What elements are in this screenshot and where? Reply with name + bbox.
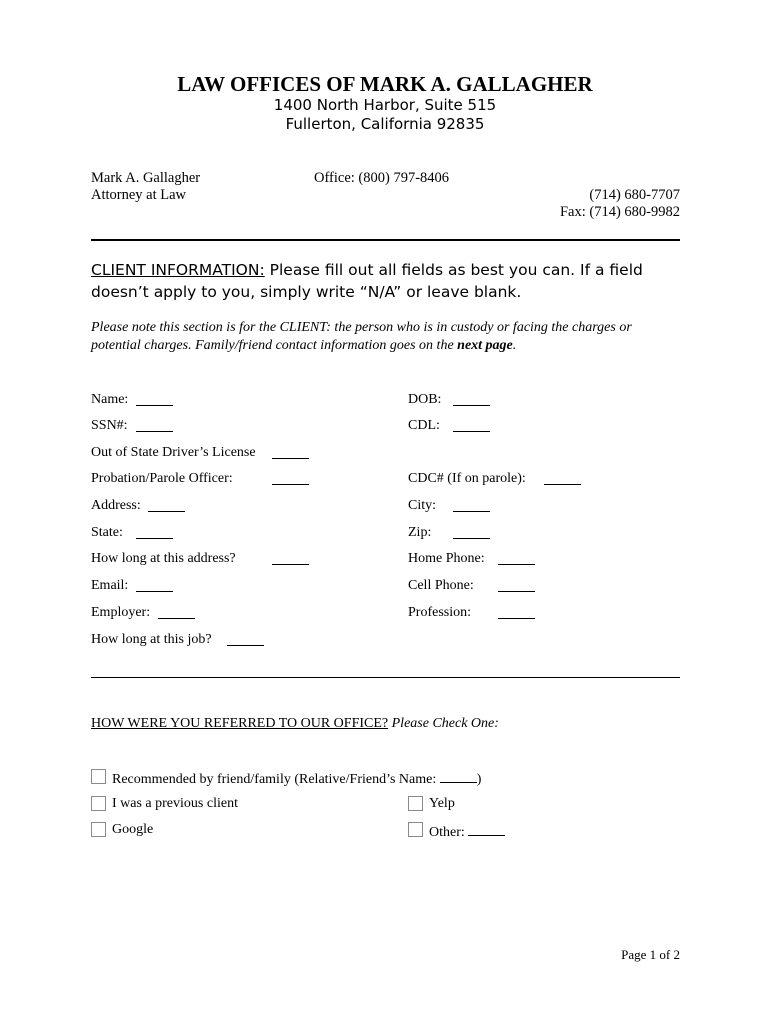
client-info-heading: CLIENT INFORMATION: xyxy=(91,261,265,279)
email-blank[interactable] xyxy=(136,578,173,592)
how-long-job-blank[interactable] xyxy=(227,632,264,646)
attorney-name: Mark A. Gallagher xyxy=(91,170,201,186)
how-long-address-label: How long at this address? xyxy=(91,551,236,566)
name-label: Name: xyxy=(91,392,129,407)
address-blank[interactable] xyxy=(148,498,185,512)
referral-instruction: Please Check One: xyxy=(388,716,499,731)
client-note-line2 xyxy=(91,338,516,354)
referral-other-blank[interactable] xyxy=(468,822,505,836)
referral-google-label: Google xyxy=(112,822,154,837)
home-phone-label: Home Phone: xyxy=(408,551,485,566)
employer-blank[interactable] xyxy=(158,605,195,619)
cdc-blank[interactable] xyxy=(544,471,581,485)
profession-blank[interactable] xyxy=(498,605,535,619)
address-line-1: 1400 North Harbor, Suite 515 xyxy=(273,96,497,114)
ssn-blank[interactable] xyxy=(136,418,173,432)
referral-yelp-checkbox[interactable] xyxy=(408,796,423,811)
referral-friend-label: Recommended by friend/family (Relative/Friend’s Name: xyxy=(112,772,440,787)
section-divider xyxy=(91,677,680,678)
probation-officer-label: Probation/Parole Officer: xyxy=(91,471,233,486)
fax-number: Fax: (714) 680-9982 xyxy=(559,204,680,220)
employer-label: Employer: xyxy=(91,605,151,620)
client-note-emphasis: next page xyxy=(457,338,513,353)
referral-other-checkbox[interactable] xyxy=(408,822,423,837)
attorney-title: Attorney at Law xyxy=(91,187,187,203)
client-info-intro-line2: doesn’t apply to you, simply write “N/A” or leave blank. xyxy=(91,283,522,301)
referral-other-label: Other: xyxy=(429,825,469,840)
city-label: City: xyxy=(408,498,437,513)
header-divider xyxy=(91,239,680,241)
referral-friend-checkbox[interactable] xyxy=(91,769,106,784)
state-blank[interactable] xyxy=(136,525,173,539)
referral-previous-checkbox[interactable] xyxy=(91,796,106,811)
home-phone-blank[interactable] xyxy=(498,551,535,565)
probation-officer-blank[interactable] xyxy=(272,471,309,485)
address-label: Address: xyxy=(91,498,141,513)
email-label: Email: xyxy=(91,578,129,593)
phone-secondary: (714) 680-7707 xyxy=(589,187,680,203)
office-phone: Office: (800) 797-8406 xyxy=(314,170,450,186)
page-number: Page 1 of 2 xyxy=(621,947,680,962)
cell-phone-blank[interactable] xyxy=(498,578,535,592)
referral-yelp-label: Yelp xyxy=(429,796,455,811)
client-info-intro-line1: Please fill out all fields as best you can. If a field xyxy=(264,261,643,279)
referral-other-option xyxy=(429,822,505,841)
cell-phone-label: Cell Phone: xyxy=(408,578,474,593)
client-info-intro xyxy=(91,261,643,279)
zip-label: Zip: xyxy=(408,525,432,540)
how-long-address-blank[interactable] xyxy=(272,551,309,565)
cdl-label: CDL: xyxy=(408,418,440,433)
client-note-period: . xyxy=(512,338,517,353)
out-of-state-license-blank[interactable] xyxy=(272,445,309,459)
referral-heading-line xyxy=(91,716,499,732)
state-label: State: xyxy=(91,525,123,540)
ssn-label: SSN#: xyxy=(91,418,128,433)
profession-label: Profession: xyxy=(408,605,471,620)
referral-friend-name-blank[interactable] xyxy=(440,769,477,783)
how-long-job-label: How long at this job? xyxy=(91,632,212,647)
referral-friend-option xyxy=(112,769,481,788)
out-of-state-license-label: Out of State Driver’s License xyxy=(91,445,256,460)
address-line-2: Fullerton, California 92835 xyxy=(285,115,485,133)
name-blank[interactable] xyxy=(136,392,173,406)
zip-blank[interactable] xyxy=(453,525,490,539)
firm-name: LAW OFFICES OF MARK A. GALLAGHER xyxy=(177,72,593,96)
referral-previous-label: I was a previous client xyxy=(112,796,238,811)
client-note-text: potential charges. Family/friend contact information goes on the xyxy=(91,338,458,353)
cdc-label: CDC# (If on parole): xyxy=(408,471,526,486)
dob-label: DOB: xyxy=(408,392,442,407)
dob-blank[interactable] xyxy=(453,392,490,406)
referral-heading: HOW WERE YOU REFERRED TO OUR OFFICE? xyxy=(91,716,389,731)
city-blank[interactable] xyxy=(453,498,490,512)
cdl-blank[interactable] xyxy=(453,418,490,432)
referral-friend-close: ) xyxy=(476,772,482,787)
client-note-line1: Please note this section is for the CLIENT: the person who is in custody or facing the charges or xyxy=(91,320,632,335)
referral-google-checkbox[interactable] xyxy=(91,822,106,837)
